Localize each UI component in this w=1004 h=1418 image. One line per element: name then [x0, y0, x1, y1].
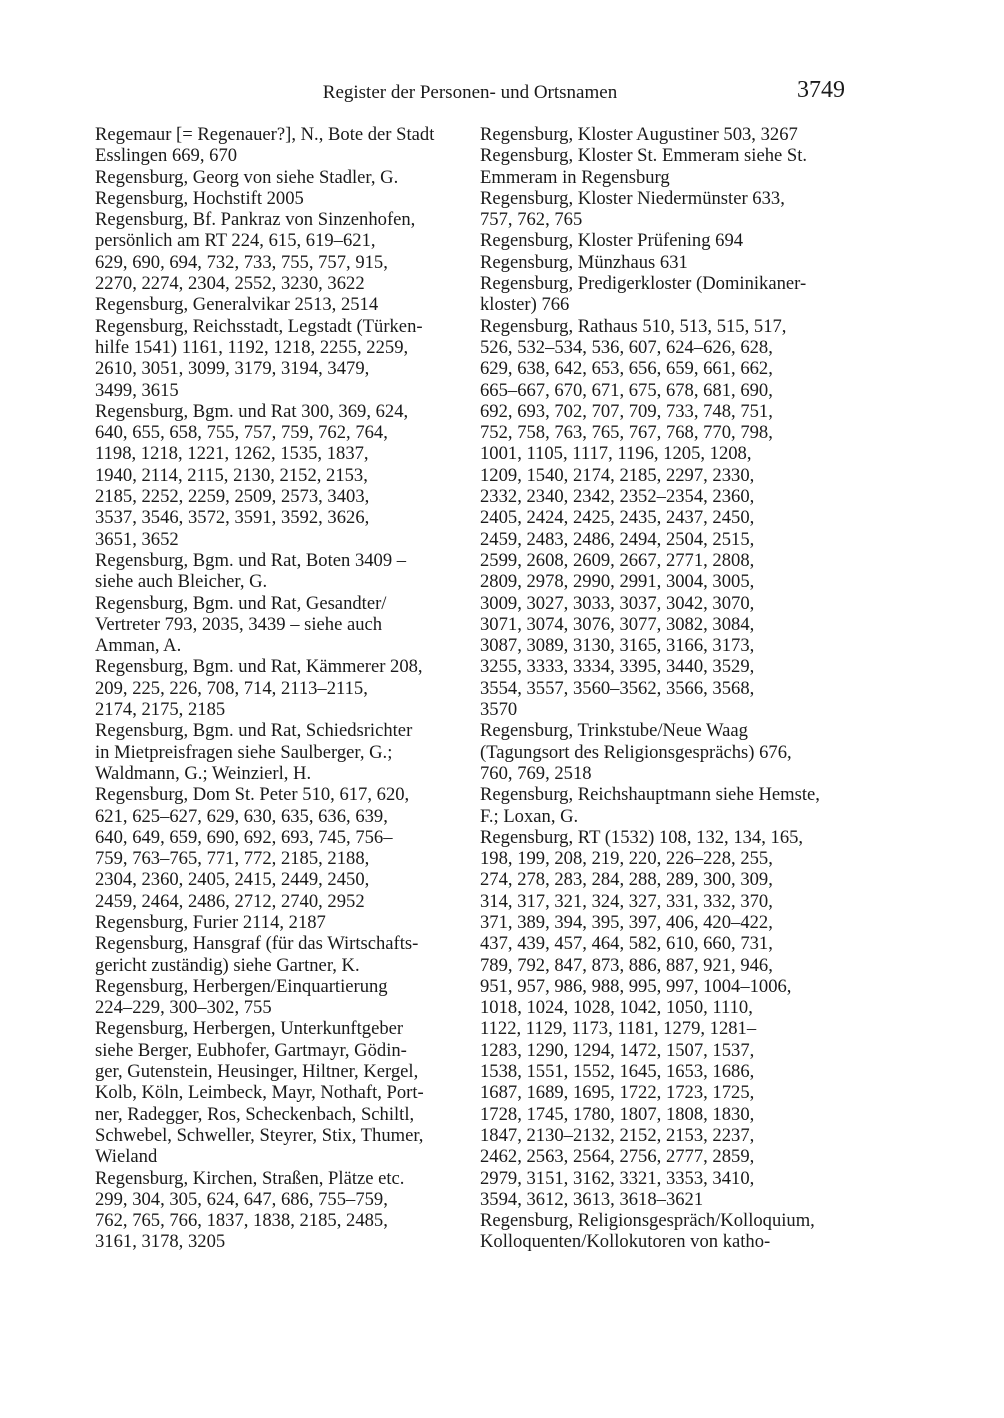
- index-entry-line: 1728, 1745, 1780, 1807, 1808, 1830,: [480, 1103, 755, 1125]
- index-entry: [95, 167, 465, 188]
- index-entry-line: 1122, 1129, 1173, 1181, 1279, 1281–: [480, 1018, 757, 1040]
- page-number: 3749: [797, 77, 845, 103]
- index-entry-line: Regensburg, Hansgraf (für das Wirtschafts-: [95, 933, 419, 955]
- index-entry-line: F.; Loxan, G.: [480, 805, 579, 827]
- index-entry-line: Kolb, Köln, Leimbeck, Mayr, Nothaft, Port-: [95, 1082, 424, 1104]
- index-entry-line: Regemaur [= Regenauer?], N., Bote der Stadt: [95, 124, 435, 145]
- index-entry-line: 2185, 2252, 2259, 2509, 2573, 3403,: [95, 486, 370, 508]
- index-entry-line: 951, 957, 986, 988, 995, 997, 1004–1006,: [480, 975, 792, 997]
- index-entry-line: 762, 765, 766, 1837, 1838, 2185, 2485,: [95, 1210, 388, 1232]
- index-entry-line: 1283, 1290, 1294, 1472, 1507, 1537,: [480, 1039, 755, 1061]
- index-entry-line: siehe Berger, Eubhofer, Gartmayr, Gödin-: [95, 1039, 407, 1061]
- index-entry-line: 3537, 3546, 3572, 3591, 3592, 3626,: [95, 507, 370, 529]
- index-entry: [95, 656, 465, 720]
- index-entry-line: Regensburg, Bgm. und Rat, Schiedsrichter: [95, 720, 413, 742]
- index-entry-line: Regensburg, Herbergen, Unterkunftgeber: [95, 1018, 404, 1040]
- index-entry-line: 789, 792, 847, 873, 886, 887, 921, 946,: [480, 954, 773, 976]
- index-entry: [95, 593, 465, 657]
- index-entry-line: 3554, 3557, 3560–3562, 3566, 3568,: [480, 677, 755, 699]
- index-entry-line: 3499, 3615: [95, 379, 179, 401]
- index-entry-line: Regensburg, Münzhaus 631: [480, 251, 688, 273]
- index-entry: [480, 273, 850, 316]
- index-entry-line: 209, 225, 226, 708, 714, 2113–2115,: [95, 677, 368, 699]
- index-entry-line: 1847, 2130–2132, 2152, 2153, 2237,: [480, 1124, 755, 1146]
- index-entry-line: Waldmann, G.; Weinzierl, H.: [95, 762, 312, 784]
- index-entry-line: in Mietpreisfragen siehe Saulberger, G.;: [95, 741, 393, 763]
- index-entry-line: 2599, 2608, 2609, 2667, 2771, 2808,: [480, 549, 755, 571]
- index-entry: [480, 827, 850, 1210]
- index-entry-line: 198, 199, 208, 219, 220, 226–228, 255,: [480, 848, 773, 870]
- index-entry-line: Regensburg, Religionsgespräch/Kolloquium,: [480, 1210, 815, 1232]
- index-entry-line: 437, 439, 457, 464, 582, 610, 660, 731,: [480, 933, 773, 955]
- index-entry-line: (Tagungsort des Religionsgesprächs) 676,: [480, 741, 792, 763]
- index-entry-line: 757, 762, 765: [480, 209, 583, 231]
- index-entry-line: 752, 758, 763, 765, 767, 768, 770, 798,: [480, 422, 773, 444]
- index-entry-line: Vertreter 793, 2035, 3439 – siehe auch: [95, 613, 383, 635]
- index-entry-line: 2270, 2274, 2304, 2552, 3230, 3622: [95, 273, 365, 295]
- index-entry-line: hilfe 1541) 1161, 1192, 1218, 2255, 2259,: [95, 336, 409, 358]
- index-entry-line: Regensburg, Dom St. Peter 510, 617, 620,: [95, 784, 410, 806]
- index-entry-line: 1940, 2114, 2115, 2130, 2152, 2153,: [95, 464, 368, 486]
- index-entry-line: 314, 317, 321, 324, 327, 331, 332, 370,: [480, 890, 773, 912]
- index-entry: [480, 316, 850, 721]
- index-entry: [95, 933, 465, 976]
- index-entry-line: Kolloquenten/Kollokutoren von katho-: [480, 1231, 771, 1253]
- index-entry-line: 3009, 3027, 3033, 3037, 3042, 3070,: [480, 592, 755, 614]
- index-entry-line: 640, 649, 659, 690, 692, 693, 745, 756–: [95, 826, 393, 848]
- index-entry-line: Regensburg, RT (1532) 108, 132, 134, 165,: [480, 826, 804, 848]
- index-entry: [480, 252, 850, 273]
- index-entry-line: Emmeram in Regensburg: [480, 166, 670, 188]
- index-entry-line: ger, Gutenstein, Heusinger, Hiltner, Kergel,: [95, 1061, 419, 1083]
- index-entry-line: Regensburg, Kloster Niedermünster 633,: [480, 187, 785, 209]
- index-entry-line: 299, 304, 305, 624, 647, 686, 755–759,: [95, 1188, 388, 1210]
- index-entry-line: Esslingen 669, 670: [95, 145, 238, 167]
- index-entry: [95, 316, 465, 401]
- index-entry-line: Wieland: [95, 1146, 158, 1168]
- index-entry-line: Regensburg, Kirchen, Straßen, Plätze etc.: [95, 1167, 405, 1189]
- index-entry-line: Regensburg, Reichsstadt, Legstadt (Türken-: [95, 315, 423, 337]
- index-entry-line: 640, 655, 658, 755, 757, 759, 762, 764,: [95, 422, 388, 444]
- index-entry-line: Regensburg, Bgm. und Rat, Gesandter/: [95, 592, 387, 614]
- index-entry-line: Regensburg, Furier 2114, 2187: [95, 911, 326, 933]
- index-entry-line: 2979, 3151, 3162, 3321, 3353, 3410,: [480, 1167, 755, 1189]
- index-entry-line: Amman, A.: [95, 635, 182, 657]
- index-entry-line: Regensburg, Trinkstube/Neue Waag: [480, 720, 748, 742]
- index-entry-line: 1687, 1689, 1695, 1722, 1723, 1725,: [480, 1082, 755, 1104]
- index-entry-line: Regensburg, Rathaus 510, 513, 515, 517,: [480, 315, 787, 337]
- index-entry-line: 224–229, 300–302, 755: [95, 997, 272, 1019]
- index-entry: [480, 145, 850, 188]
- index-entry: [95, 1018, 465, 1167]
- index-entry-line: 1209, 1540, 2174, 2185, 2297, 2330,: [480, 464, 755, 486]
- index-entry-line: 760, 769, 2518: [480, 762, 592, 784]
- index-entry: [480, 1210, 850, 1253]
- index-entry-line: 3594, 3612, 3613, 3618–3621: [480, 1188, 704, 1210]
- index-entry-line: Regensburg, Reichshauptmann siehe Hemste,: [480, 784, 820, 806]
- index-entry-line: Regensburg, Bgm. und Rat, Kämmerer 208,: [95, 656, 423, 678]
- index-column-right: [480, 124, 850, 1253]
- running-title: Register der Personen- und Ortsnamen: [322, 82, 618, 103]
- index-entry: [480, 188, 850, 231]
- index-entry-line: 2459, 2483, 2486, 2494, 2504, 2515,: [480, 528, 755, 550]
- index-entry: [480, 230, 850, 251]
- index-entry: [95, 550, 465, 593]
- index-entry: [95, 124, 465, 167]
- index-entry-line: 2462, 2563, 2564, 2756, 2777, 2859,: [480, 1146, 755, 1168]
- index-entry-line: Regensburg, Generalvikar 2513, 2514: [95, 294, 379, 316]
- index-entry-line: Regensburg, Bf. Pankraz von Sinzenhofen,: [95, 209, 416, 231]
- index-entry-line: 621, 625–627, 629, 630, 635, 636, 639,: [95, 805, 388, 827]
- index-entry-line: Regensburg, Bgm. und Rat, Boten 3409 –: [95, 549, 407, 571]
- index-entry: [480, 124, 850, 145]
- index-entry-line: 3071, 3074, 3076, 3077, 3082, 3084,: [480, 613, 755, 635]
- index-entry-line: 1001, 1105, 1117, 1196, 1205, 1208,: [480, 443, 752, 465]
- index-entry-line: siehe auch Bleicher, G.: [95, 571, 268, 593]
- index-entry-line: kloster) 766: [480, 294, 570, 316]
- index-entry-line: 1198, 1218, 1221, 1262, 1535, 1837,: [95, 443, 369, 465]
- index-entry-line: 629, 690, 694, 732, 733, 755, 757, 915,: [95, 251, 388, 273]
- index-entry-line: 2459, 2464, 2486, 2712, 2740, 2952: [95, 890, 365, 912]
- index-entry-line: 3651, 3652: [95, 528, 179, 550]
- index-entry-line: 1018, 1024, 1028, 1042, 1050, 1110,: [480, 997, 753, 1019]
- index-entry-line: 371, 389, 394, 395, 397, 406, 420–422,: [480, 911, 773, 933]
- index-entry-line: 692, 693, 702, 707, 709, 733, 748, 751,: [480, 400, 773, 422]
- index-entry: [95, 401, 465, 550]
- index-entry: [95, 188, 465, 209]
- page-header: [95, 77, 845, 110]
- index-column-left: [95, 124, 465, 1253]
- index-entry: [95, 294, 465, 315]
- index-entry-line: 3570: [480, 699, 518, 721]
- index-entry-line: Regensburg, Bgm. und Rat 300, 369, 624,: [95, 400, 409, 422]
- index-entry-line: Regensburg, Herbergen/Einquartierung: [95, 975, 388, 997]
- index-entry: [95, 209, 465, 294]
- index-entry-line: 3161, 3178, 3205: [95, 1231, 226, 1253]
- index-entry-line: 2405, 2424, 2425, 2435, 2437, 2450,: [480, 507, 755, 529]
- index-entry-line: 1538, 1551, 1552, 1645, 1653, 1686,: [480, 1061, 755, 1083]
- index-entry: [95, 976, 465, 1019]
- index-entry-line: 2304, 2360, 2405, 2415, 2449, 2450,: [95, 869, 370, 891]
- index-entry-line: Regensburg, Kloster Augustiner 503, 3267: [480, 124, 798, 145]
- index-entry-line: 759, 763–765, 771, 772, 2185, 2188,: [95, 848, 370, 870]
- index-entry-line: Regensburg, Predigerkloster (Dominikaner-: [480, 273, 807, 295]
- index-entry-line: 2610, 3051, 3099, 3179, 3194, 3479,: [95, 358, 370, 380]
- index-entry: [95, 784, 465, 912]
- index-entry-line: 274, 278, 283, 284, 288, 289, 300, 309,: [480, 869, 773, 891]
- index-entry-line: ner, Radegger, Ros, Scheckenbach, Schiltl,: [95, 1103, 415, 1125]
- index-entry-line: Regensburg, Kloster St. Emmeram siehe St.: [480, 145, 808, 167]
- index-entry: [480, 784, 850, 827]
- index-entry-line: persönlich am RT 224, 615, 619–621,: [95, 230, 376, 252]
- index-entry: [95, 720, 465, 784]
- index-entry-line: Regensburg, Kloster Prüfening 694: [480, 230, 744, 252]
- index-entry-line: 3255, 3333, 3334, 3395, 3440, 3529,: [480, 656, 755, 678]
- index-entry: [480, 720, 850, 784]
- index-entry: [95, 1168, 465, 1253]
- index-entry-line: 665–667, 670, 671, 675, 678, 681, 690,: [480, 379, 773, 401]
- index-entry-line: 3087, 3089, 3130, 3165, 3166, 3173,: [480, 635, 755, 657]
- index-entry-line: 526, 532–534, 536, 607, 624–626, 628,: [480, 336, 773, 358]
- index-entry-line: 2332, 2340, 2342, 2352–2354, 2360,: [480, 486, 755, 508]
- index-entry-line: 2174, 2175, 2185: [95, 699, 226, 721]
- index-entry-line: gericht zuständig) siehe Gartner, K.: [95, 954, 360, 976]
- index-entry-line: 629, 638, 642, 653, 656, 659, 661, 662,: [480, 358, 773, 380]
- index-entry-line: 2809, 2978, 2990, 2991, 3004, 3005,: [480, 571, 755, 593]
- index-entry-line: Schwebel, Schweller, Steyrer, Stix, Thumer,: [95, 1124, 424, 1146]
- index-entry-line: Regensburg, Hochstift 2005: [95, 187, 304, 209]
- index-entry: [95, 912, 465, 933]
- index-entry-line: Regensburg, Georg von siehe Stadler, G.: [95, 166, 399, 188]
